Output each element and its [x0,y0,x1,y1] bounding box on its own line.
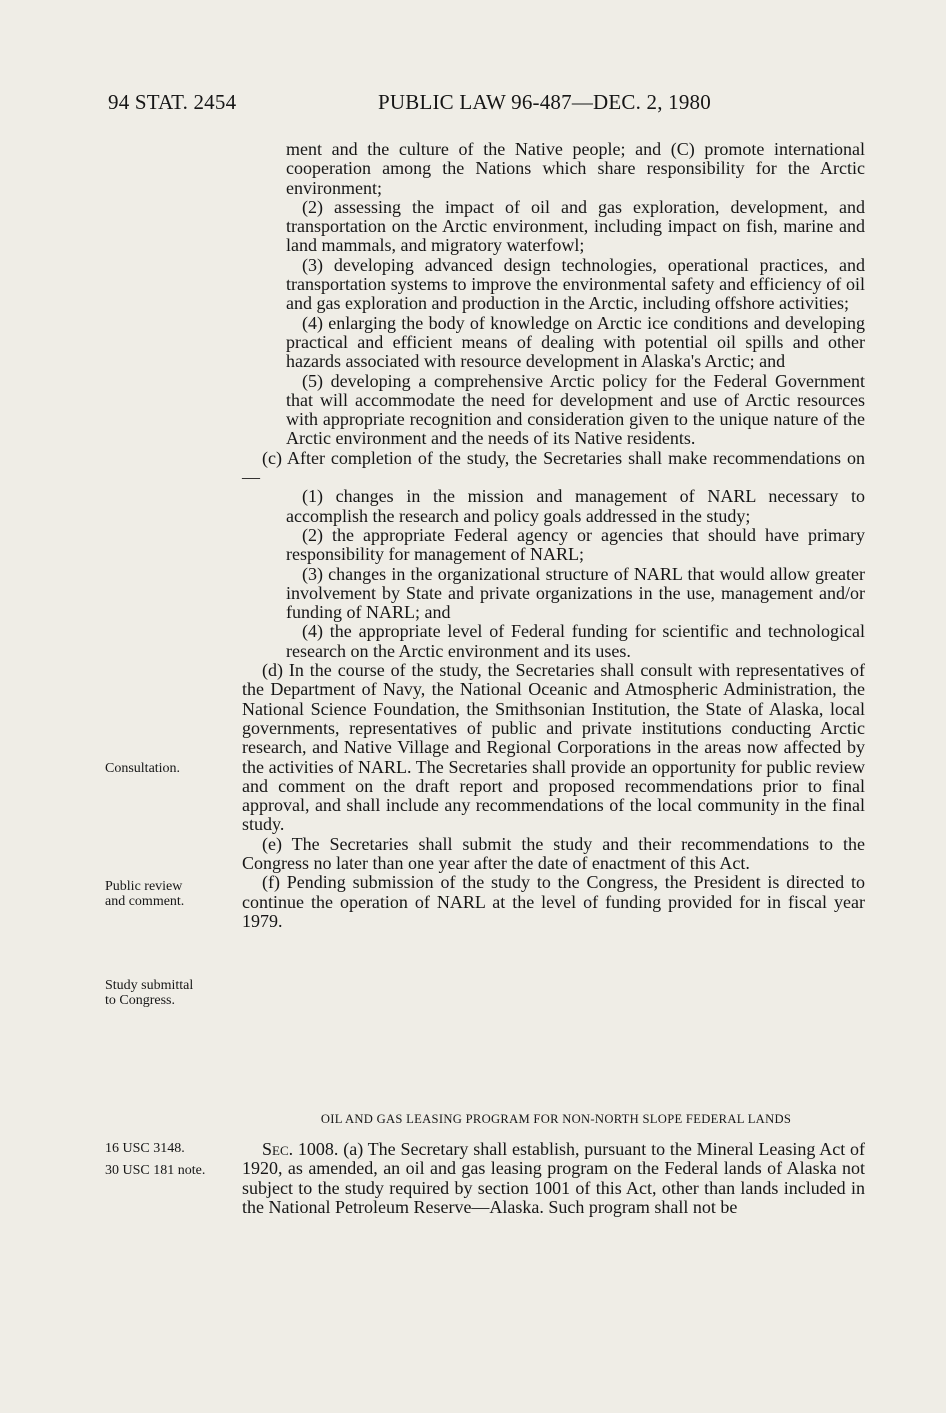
paragraph-c-3: (3) changes in the organizational structure of NARL that would allow greater involvement by State and private organizations in the use, management and/or funding of NARL; and [286,563,865,623]
paragraph-item-5: (5) developing a comprehensive Arctic policy for the Federal Government that will accommodate the need for development and use of Arctic resources with appropriate recognition and consideration given to the unique nature of the Arctic environment and the needs of its Native residents. [286,370,865,449]
paragraph-c: (c) After completion of the study, the Secretaries shall make recommendations on— [242,447,865,488]
section-1008-text [242,1140,865,1217]
section-label: Sec. 1008. [262,1139,339,1159]
paragraph-c-4: (4) the appropriate level of Federal funding for scientific and technological research on the Arctic environment and its uses. [286,621,865,661]
margin-note-line: and comment. [105,894,185,909]
margin-note-line: to Congress. [105,993,175,1008]
paragraph-c-2: (2) the appropriate Federal agency or agencies that should have primary responsibility for management of NARL; [286,524,865,565]
margin-note-usc-181: 30 USC 181 note. [105,1163,206,1178]
margin-note-line: Study submittal [105,978,194,993]
margin-note-consultation: Consultation. [105,761,181,776]
margin-note-public-review [105,879,235,909]
body-text [242,140,865,931]
statute-page-number: 94 STAT. 2454 [108,90,237,114]
paragraph-c-1: (1) changes in the mission and management of NARL necessary to accomplish the research and policy goals addressed in the study; [286,486,865,526]
paragraph-item-3: (3) developing advanced design technologies, operational practices, and transportation systems to improve the environmental safety and efficiency of oil and gas exploration and production in the Arctic, including offshore activities; [286,254,865,314]
margin-note-usc-3148: 16 USC 3148. [105,1141,185,1156]
section-1008-body: (a) The Secretary shall establish, pursuant to the Mineral Leasing Act of 1920, as amended, an oil and gas leasing program on the Federal lands of Alaska not subject to the study required by section 1001 of this Act, other than lands included in the National Petroleum Reserve—Alaska. Such program shall not be [242,1139,865,1217]
margin-note-line: Public review [105,879,183,894]
paragraph-continuation: ment and the culture of the Native people; and (C) promote international cooperation among the Nations which share responsibility for the Arctic environment; [286,139,865,198]
paragraph-item-2: (2) assessing the impact of oil and gas exploration, development, and transportation on the Arctic environment, including impact on fish, marine and land mammals, and migratory waterfowl; [286,196,865,256]
margin-note-study-submittal [105,978,235,1008]
paragraph-e: (e) The Secretaries shall submit the study and their recommendations to the Congress no later than one year after the date of enactment of this Act. [242,833,865,873]
section-1008-paragraph [242,1140,865,1217]
paragraph-item-4: (4) enlarging the body of knowledge on Arctic ice conditions and developing practical and efficient means of dealing with potential oil spills and other hazards associated with resource development in Alaska's Arctic; and [286,312,865,372]
public-law-citation: PUBLIC LAW 96-487—DEC. 2, 1980 [378,90,711,114]
section-heading: OIL AND GAS LEASING PROGRAM FOR NON-NORTH SLOPE FEDERAL LANDS [320,1112,792,1126]
paragraph-f: (f) Pending submission of the study to the Congress, the President is directed to continue the operation of NARL at the level of funding provided for in fiscal year 1979. [242,872,865,931]
paragraph-d: (d) In the course of the study, the Secretaries shall consult with representatives of the Department of Navy, the National Oceanic and Atmospheric Administration, the National Science Foundation, the Smithsonian Institution, the State of Alaska, local governments, representatives of public and private institutions conducting Arctic research, and Native Village and Regional Corporations in the areas now affected by the activities of NARL. The Secretaries shall provide an opportunity for public review and comment on the draft report and proposed recommendations prior to final approval, and shall include any recommendations of the local community in the final study. [242,660,865,835]
page-header [108,90,868,120]
